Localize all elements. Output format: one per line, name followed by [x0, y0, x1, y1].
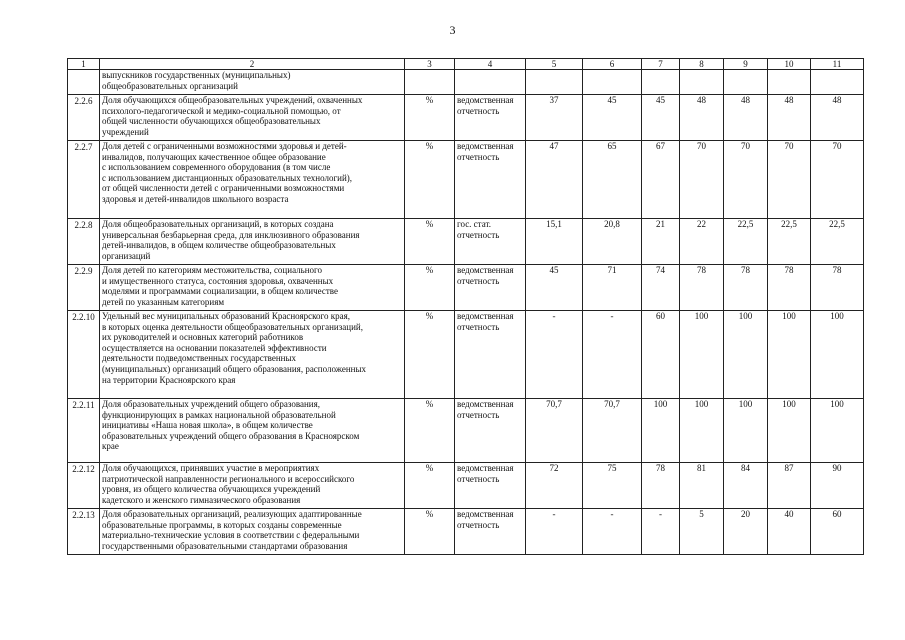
- unit-cell: %: [405, 463, 455, 509]
- value-cell: 22,5: [811, 219, 864, 265]
- header-cell: 2: [100, 59, 405, 70]
- source-cell: ведомственная отчетность: [455, 463, 526, 509]
- value-cell: [768, 70, 811, 95]
- source-cell: ведомственная отчетность: [455, 265, 526, 311]
- value-cell: -: [526, 311, 583, 399]
- value-cell: -: [583, 509, 642, 555]
- value-cell: 20,8: [583, 219, 642, 265]
- value-cell: -: [642, 509, 680, 555]
- value-cell: -: [526, 509, 583, 555]
- indicator-number: 2.2.8: [68, 219, 100, 265]
- indicator-number: 2.2.13: [68, 509, 100, 555]
- value-cell: 22,5: [768, 219, 811, 265]
- value-cell: 71: [583, 265, 642, 311]
- value-cell: 100: [724, 399, 768, 463]
- header-cell: 1: [68, 59, 100, 70]
- header-cell: 10: [768, 59, 811, 70]
- table-row: [68, 509, 864, 555]
- source-cell: гос. стат. отчетность: [455, 219, 526, 265]
- unit-cell: %: [405, 265, 455, 311]
- value-cell: 81: [680, 463, 724, 509]
- value-cell: 65: [583, 141, 642, 219]
- value-cell: 48: [680, 95, 724, 141]
- indicator-name: Доля общеобразовательных организаций, в которых создана универсальная безбарьерная среда, для инклюзивного образования детей-инвалидов, в общем количестве общеобразовательных организаций: [100, 219, 405, 265]
- indicator-number: 2.2.7: [68, 141, 100, 219]
- value-cell: 40: [768, 509, 811, 555]
- source-cell: ведомственная отчетность: [455, 399, 526, 463]
- indicator-number: [68, 70, 100, 95]
- value-cell: 20: [724, 509, 768, 555]
- value-cell: 60: [642, 311, 680, 399]
- value-cell: 100: [642, 399, 680, 463]
- value-cell: 74: [642, 265, 680, 311]
- unit-cell: %: [405, 311, 455, 399]
- source-cell: ведомственная отчетность: [455, 95, 526, 141]
- unit-cell: %: [405, 141, 455, 219]
- table-row: [68, 265, 864, 311]
- value-cell: 45: [526, 265, 583, 311]
- value-cell: 100: [680, 399, 724, 463]
- unit-cell: [405, 70, 455, 95]
- header-cell: 9: [724, 59, 768, 70]
- indicator-number: 2.2.6: [68, 95, 100, 141]
- header-cell: 11: [811, 59, 864, 70]
- table-row: [68, 141, 864, 219]
- value-cell: 75: [583, 463, 642, 509]
- value-cell: 37: [526, 95, 583, 141]
- page-number: 3: [449, 23, 456, 37]
- header-cell: 6: [583, 59, 642, 70]
- value-cell: [724, 70, 768, 95]
- value-cell: 21: [642, 219, 680, 265]
- value-cell: 22,5: [724, 219, 768, 265]
- value-cell: 78: [642, 463, 680, 509]
- indicator-name: Доля образовательных организаций, реализующих адаптированные образовательные программы, в которых созданы современные материально-технические условия в соответствии с федеральными государственными образовательными стандартами образования: [100, 509, 405, 555]
- indicator-number: 2.2.11: [68, 399, 100, 463]
- indicator-name: Доля обучающихся, принявших участие в мероприятиях патриотической направленности регионального и всероссийского уровня, из общего количества обучающихся учреждений кадетского и женского гимназического образования: [100, 463, 405, 509]
- value-cell: 100: [724, 311, 768, 399]
- table-row: [68, 70, 864, 95]
- header-cell: 4: [455, 59, 526, 70]
- value-cell: 67: [642, 141, 680, 219]
- indicator-name: Доля обучающихся общеобразовательных учреждений, охваченных психолого-педагогической и медико-социальной помощью, от общей численности обучающихся общеобразовательных учреждений: [100, 95, 405, 141]
- value-cell: 78: [811, 265, 864, 311]
- value-cell: 5: [680, 509, 724, 555]
- table-row: [68, 311, 864, 399]
- value-cell: [526, 70, 583, 95]
- unit-cell: %: [405, 95, 455, 141]
- table-row: [68, 95, 864, 141]
- value-cell: 70,7: [583, 399, 642, 463]
- value-cell: [811, 70, 864, 95]
- indicator-name: выпускников государственных (муниципальных) общеобразовательных организаций: [100, 70, 405, 95]
- indicator-name: Удельный вес муниципальных образований Красноярского края, в которых оценка деятельности общеобразовательных организаций, их руководителей и основных категорий работников осуществляется на основании показателей эффективности деятельности подведомственных государственных (муниципальных) организаций общего образования, расположенных на территории Красноярского края: [100, 311, 405, 399]
- value-cell: 78: [724, 265, 768, 311]
- value-cell: 100: [768, 399, 811, 463]
- header-cell: 3: [405, 59, 455, 70]
- indicator-number: 2.2.12: [68, 463, 100, 509]
- value-cell: 84: [724, 463, 768, 509]
- header-cell: 8: [680, 59, 724, 70]
- value-cell: 78: [768, 265, 811, 311]
- indicator-name: Доля детей с ограниченными возможностями здоровья и детей- инвалидов, получающих качественное общее образование с использованием современного оборудования (в том числе с использованием дистанционных образовательных технологий), от общей численности детей с ограниченными возможностями здоровья и детей-инвалидов школьного возраста: [100, 141, 405, 219]
- value-cell: 70: [768, 141, 811, 219]
- unit-cell: %: [405, 219, 455, 265]
- indicator-number: 2.2.10: [68, 311, 100, 399]
- value-cell: [642, 70, 680, 95]
- value-cell: 100: [768, 311, 811, 399]
- value-cell: 47: [526, 141, 583, 219]
- value-cell: 60: [811, 509, 864, 555]
- value-cell: 100: [680, 311, 724, 399]
- header-cell: 5: [526, 59, 583, 70]
- value-cell: -: [583, 311, 642, 399]
- source-cell: ведомственная отчетность: [455, 311, 526, 399]
- indicator-number: 2.2.9: [68, 265, 100, 311]
- indicator-name: Доля образовательных учреждений общего образования, функционирующих в рамках национальной образовательной инициативы «Наша новая школа», в общем количестве образовательных учреждений общего образования в Красноярском крае: [100, 399, 405, 463]
- header-cell: 7: [642, 59, 680, 70]
- indicators-table: [67, 58, 864, 555]
- value-cell: 22: [680, 219, 724, 265]
- header-row: [68, 59, 864, 70]
- source-cell: ведомственная отчетность: [455, 141, 526, 219]
- value-cell: 48: [811, 95, 864, 141]
- value-cell: 70: [724, 141, 768, 219]
- indicator-name: Доля детей по категориям местожительства, социального и имущественного статуса, состояния здоровья, охваченных моделями и программами социализации, в общем количестве детей по указанным категориям: [100, 265, 405, 311]
- value-cell: 48: [768, 95, 811, 141]
- value-cell: 78: [680, 265, 724, 311]
- value-cell: 45: [642, 95, 680, 141]
- value-cell: [583, 70, 642, 95]
- value-cell: 100: [811, 311, 864, 399]
- value-cell: 70: [680, 141, 724, 219]
- value-cell: 90: [811, 463, 864, 509]
- unit-cell: %: [405, 399, 455, 463]
- value-cell: 72: [526, 463, 583, 509]
- value-cell: 70,7: [526, 399, 583, 463]
- value-cell: 100: [811, 399, 864, 463]
- table-row: [68, 219, 864, 265]
- table-row: [68, 463, 864, 509]
- value-cell: 48: [724, 95, 768, 141]
- value-cell: 87: [768, 463, 811, 509]
- source-cell: [455, 70, 526, 95]
- value-cell: [680, 70, 724, 95]
- table-row: [68, 399, 864, 463]
- value-cell: 15,1: [526, 219, 583, 265]
- value-cell: 70: [811, 141, 864, 219]
- source-cell: ведомственная отчетность: [455, 509, 526, 555]
- unit-cell: %: [405, 509, 455, 555]
- value-cell: 45: [583, 95, 642, 141]
